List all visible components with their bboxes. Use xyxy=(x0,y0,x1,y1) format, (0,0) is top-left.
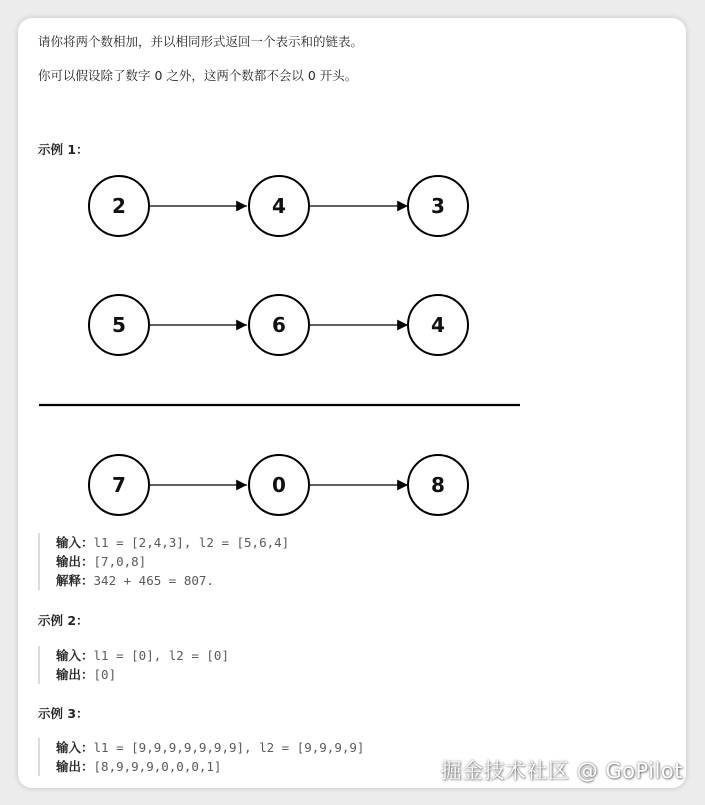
example-2-code xyxy=(38,646,229,684)
example-1-output-line xyxy=(56,552,289,571)
list2-group xyxy=(89,295,468,355)
watermark-text: 掘金技术社区 @ GoPilot xyxy=(440,759,683,783)
example-1-output-value: [7,0,8] xyxy=(93,554,147,569)
example-2-title: 示例 2： xyxy=(38,613,89,628)
example-3-title: 示例 3： xyxy=(38,706,89,721)
intro-line-1: 请你将两个数相加，并以相同形式返回一个表示和的链表。 xyxy=(38,34,364,49)
example-1-input-value: l1 = [2,4,3], l2 = [5,6,4] xyxy=(93,535,290,550)
example-1-input-label: 输入： xyxy=(56,535,94,550)
list1-node-3-label: 3 xyxy=(431,194,445,218)
example-1-title: 示例 1： xyxy=(38,142,89,157)
list2-node-1-label: 5 xyxy=(112,313,126,337)
list1-group xyxy=(89,176,468,236)
example-2-output-value: [0] xyxy=(93,667,117,682)
example-3-input-label: 输入： xyxy=(56,740,94,755)
list2-node-3-label: 4 xyxy=(431,313,445,337)
problem-card xyxy=(18,18,686,788)
example-3-input-value: l1 = [9,9,9,9,9,9,9], l2 = [9,9,9,9] xyxy=(93,740,365,755)
example-2-input-label: 输入： xyxy=(56,648,94,663)
list1-node-2-label: 4 xyxy=(272,194,286,218)
example-2-input-line xyxy=(56,646,229,665)
linked-list-diagram xyxy=(18,18,686,518)
example-1-input-line xyxy=(56,533,289,552)
example-1-explain-label: 解释： xyxy=(56,573,94,588)
example-2-input-value: l1 = [0], l2 = [0] xyxy=(93,648,229,663)
example-3-input-line xyxy=(56,738,364,757)
example-2-output-line xyxy=(56,665,229,684)
example-1-code xyxy=(38,533,289,590)
example-2-output-label: 输出： xyxy=(56,667,94,682)
result-node-1-label: 7 xyxy=(112,473,126,497)
example-3-code xyxy=(38,738,364,776)
result-node-2-label: 0 xyxy=(272,473,286,497)
example-1-explain-value: 342 + 465 = 807. xyxy=(93,573,214,588)
intro-line-2: 你可以假设除了数字 0 之外，这两个数都不会以 0 开头。 xyxy=(38,68,358,83)
example-3-output-line xyxy=(56,757,364,776)
example-3-output-label: 输出： xyxy=(56,759,94,774)
list1-node-1-label: 2 xyxy=(112,194,126,218)
result-group xyxy=(89,455,468,515)
example-3-output-value: [8,9,9,9,0,0,0,1] xyxy=(93,759,222,774)
example-1-output-label: 输出： xyxy=(56,554,94,569)
list2-node-2-label: 6 xyxy=(272,313,286,337)
example-1-explain-line xyxy=(56,571,289,590)
result-node-3-label: 8 xyxy=(431,473,445,497)
